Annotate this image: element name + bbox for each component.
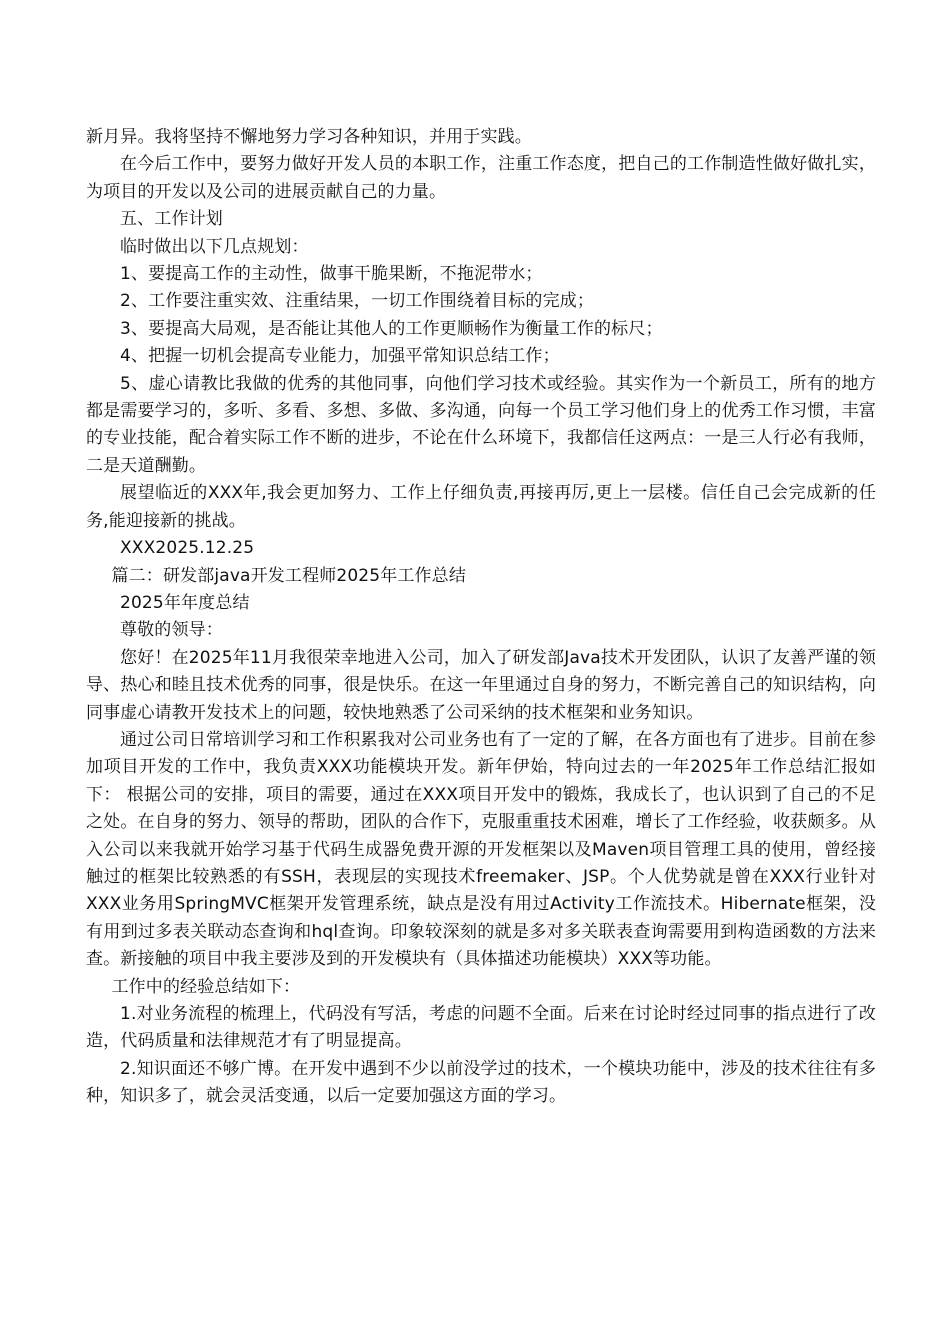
plan-item-1: 1、要提高工作的主动性，做事干脆果断，不拖泥带水； — [120, 264, 543, 285]
plan-item-3: 3、要提高大局观，是否能让其他人的工作更顺畅作为衡量工作的标尺； — [120, 318, 663, 339]
paragraph-future-work: 在今后工作中，要努力做好开发人员的本职工作，注重工作态度，把自己的工作制造性做好做扎实，为项目的开发以及公司的进展贡献自己的力量。 — [86, 154, 876, 202]
part-two-title: 篇二：研发部java开发工程师2025年工作总结 — [111, 565, 466, 586]
plan-intro: 临时做出以下几点规划： — [120, 236, 309, 257]
section-heading-work-plan: 五、工作计划 — [120, 209, 223, 230]
plan-item-2: 2、工作要注重实效、注重结果，一切工作围绕着目标的完成； — [120, 291, 595, 312]
paragraph-greeting: 您好！在2025年11月我很荣幸地进入公司，加入了研发部Java技术开发团队，认识了友善严谨的领导、热心和睦且技术优秀的同事，很是快乐。在这一年里通过自身的努力，不断完善自己的知识结构，向同事虚心请教开发技术上的问题，较快地熟悉了公司采纳的技术框架和业务知识。 — [86, 647, 876, 723]
document-body — [86, 124, 876, 1111]
paragraph-outlook: 展望临近的XXX年,我会更加努力、工作上仔细负责,再接再厉,更上一层楼。信任自己会完成新的任务,能迎接新的挑战。 — [86, 483, 876, 531]
experience-item-1: 1.对业务流程的梳理上，代码没有写活，考虑的问题不全面。后来在讨论时经过同事的指点进行了改造，代码质量和法律规范才有了明显提高。 — [86, 1004, 876, 1052]
experience-heading: 工作中的经验总结如下： — [111, 976, 301, 997]
plan-item-4: 4、把握一切机会提高专业能力，加强平常知识总结工作； — [120, 346, 560, 367]
paragraph-continuation: 新月异。我将坚持不懈地努力学习各种知识，并用于实践。 — [86, 127, 532, 147]
signature-date: XXX2025.12.25 — [120, 538, 255, 559]
experience-item-2: 2.知识面还不够广博。在开发中遇到不少以前没学过的技术，一个模块功能中，涉及的技术往往有多种，知识多了，就会灵活变通，以后一定要加强这方面的学习。 — [86, 1058, 876, 1107]
annual-summary-title: 2025年年度总结 — [120, 592, 250, 613]
salutation: 尊敬的领导： — [120, 620, 223, 641]
paragraph-work-report: 通过公司日常培训学习和工作积累我对公司业务也有了一定的了解，在各方面也有了进步。目前在参加项目开发的工作中，我负责XXX功能模块开发。新年伊始，特向过去的一年2025年工作总结汇报如下： 根据公司的安排，项目的需要，通过在XXX项目开发中的锻炼，我成长了，也认识到了自己的不足之处。在自身的努力、领导的帮助，团队的合作下，克服重重技术困难，增长了工作经验，收获颇多。从入公司以来我就开始学习基于代码生成器免费开源的开发框架以及Maven项目管理工具的使用，曾经接触过的框架比较熟悉的有SSH，表现层的实现技术freemaker、JSP。个人优势就是曾在XXX行业针对XXX业务用SpringMVC框架开发管理系统，缺点是没有用过Activity工作流技术。Hibernate框架，没有用到过多表关联动态查询和hql查询。印象较深刻的就是多对多关联表查询需要用到构造函数的方法来查。新接触的项目中我主要涉及到的开发模块有（具体描述功能模块）XXX等功能。 — [86, 729, 876, 970]
plan-item-5: 5、虚心请教比我做的优秀的其他同事，向他们学习技术或经验。其实作为一个新员工，所有的地方都是需要学习的，多听、多看、多想、多做、多沟通，向每一个员工学习他们身上的优秀工作习惯，丰富的专业技能，配合着实际工作不断的进步，不论在什么环境下，我都信任这两点：一是三人行必有我师，二是天道酬勤。 — [86, 373, 876, 476]
